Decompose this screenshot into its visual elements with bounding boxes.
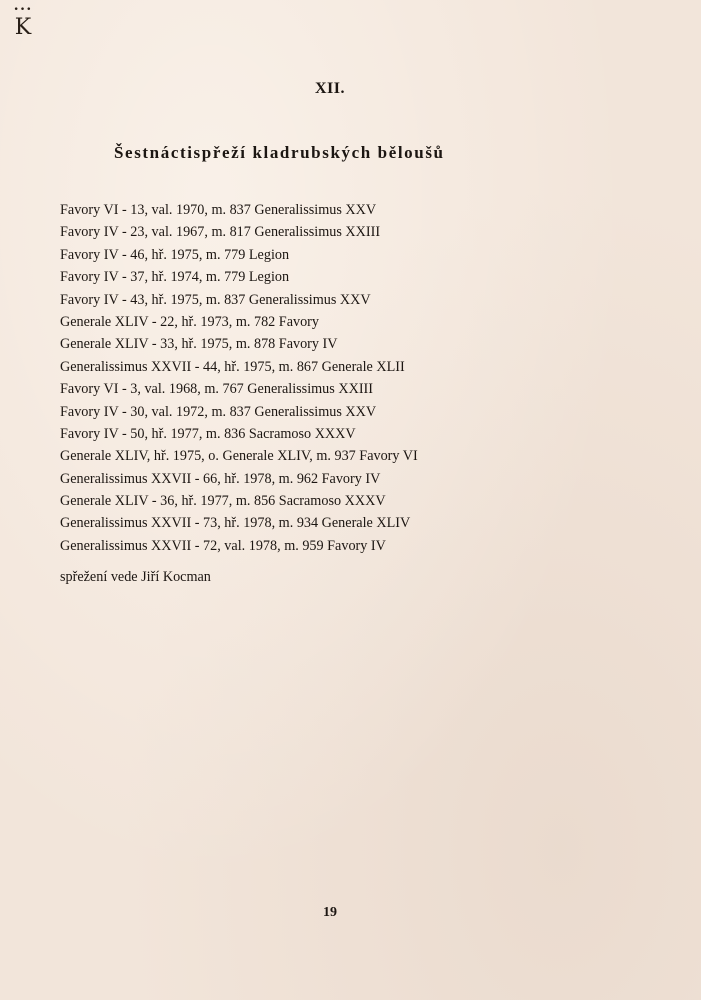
list-item: Generale XLIV - 33, hř. 1975, m. 878 Favory IV — [60, 336, 338, 353]
list-item: Favory IV - 37, hř. 1974, m. 779 Legion — [60, 269, 290, 286]
publisher-logo — [10, 6, 36, 50]
list-item: Favory IV - 46, hř. 1975, m. 779 Legion — [60, 246, 290, 263]
list-item: Generalissimus XXVII - 44, hř. 1975, m. 867 Generale XLII — [60, 358, 405, 375]
list-item: Favory IV - 43, hř. 1975, m. 837 Generalissimus XXV — [60, 291, 371, 308]
list-item: Favory VI - 3, val. 1968, m. 767 Generalissimus XXIII — [60, 381, 373, 398]
logo-dots: ••• — [13, 5, 33, 15]
list-item: Generale XLIV - 22, hř. 1973, m. 782 Favory — [60, 313, 319, 330]
list-item: Favory IV - 50, hř. 1977, m. 836 Sacramoso XXXV — [60, 425, 356, 442]
list-item: Generalissimus XXVII - 72, val. 1978, m. 959 Favory IV — [60, 537, 386, 554]
horse-list — [60, 199, 418, 557]
list-item: Generale XLIV - 36, hř. 1977, m. 856 Sacramoso XXXV — [60, 493, 386, 510]
list-item: Favory IV - 23, val. 1967, m. 817 Generalissimus XXIII — [60, 224, 381, 241]
list-item: Generalissimus XXVII - 73, hř. 1978, m. 934 Generale XLIV — [60, 515, 411, 532]
driver-note: spřežení vede Jiří Kocman — [60, 569, 211, 585]
list-item: Generale XLIV, hř. 1975, o. Generale XLIV, m. 937 Favory VI — [60, 448, 418, 465]
chapter-number: XII. — [314, 80, 345, 97]
list-item: Generalissimus XXVII - 66, hř. 1978, m. 962 Favory IV — [60, 470, 381, 487]
page-number: 19 — [323, 905, 337, 920]
list-item: Favory VI - 13, val. 1970, m. 837 Generalissimus XXV — [60, 202, 377, 218]
logo-letter: K — [14, 15, 32, 40]
list-item: Favory IV - 30, val. 1972, m. 837 Generalissimus XXV — [60, 403, 377, 420]
page-title: Šestnáctispřeží kladrubských běloušů — [114, 143, 445, 162]
